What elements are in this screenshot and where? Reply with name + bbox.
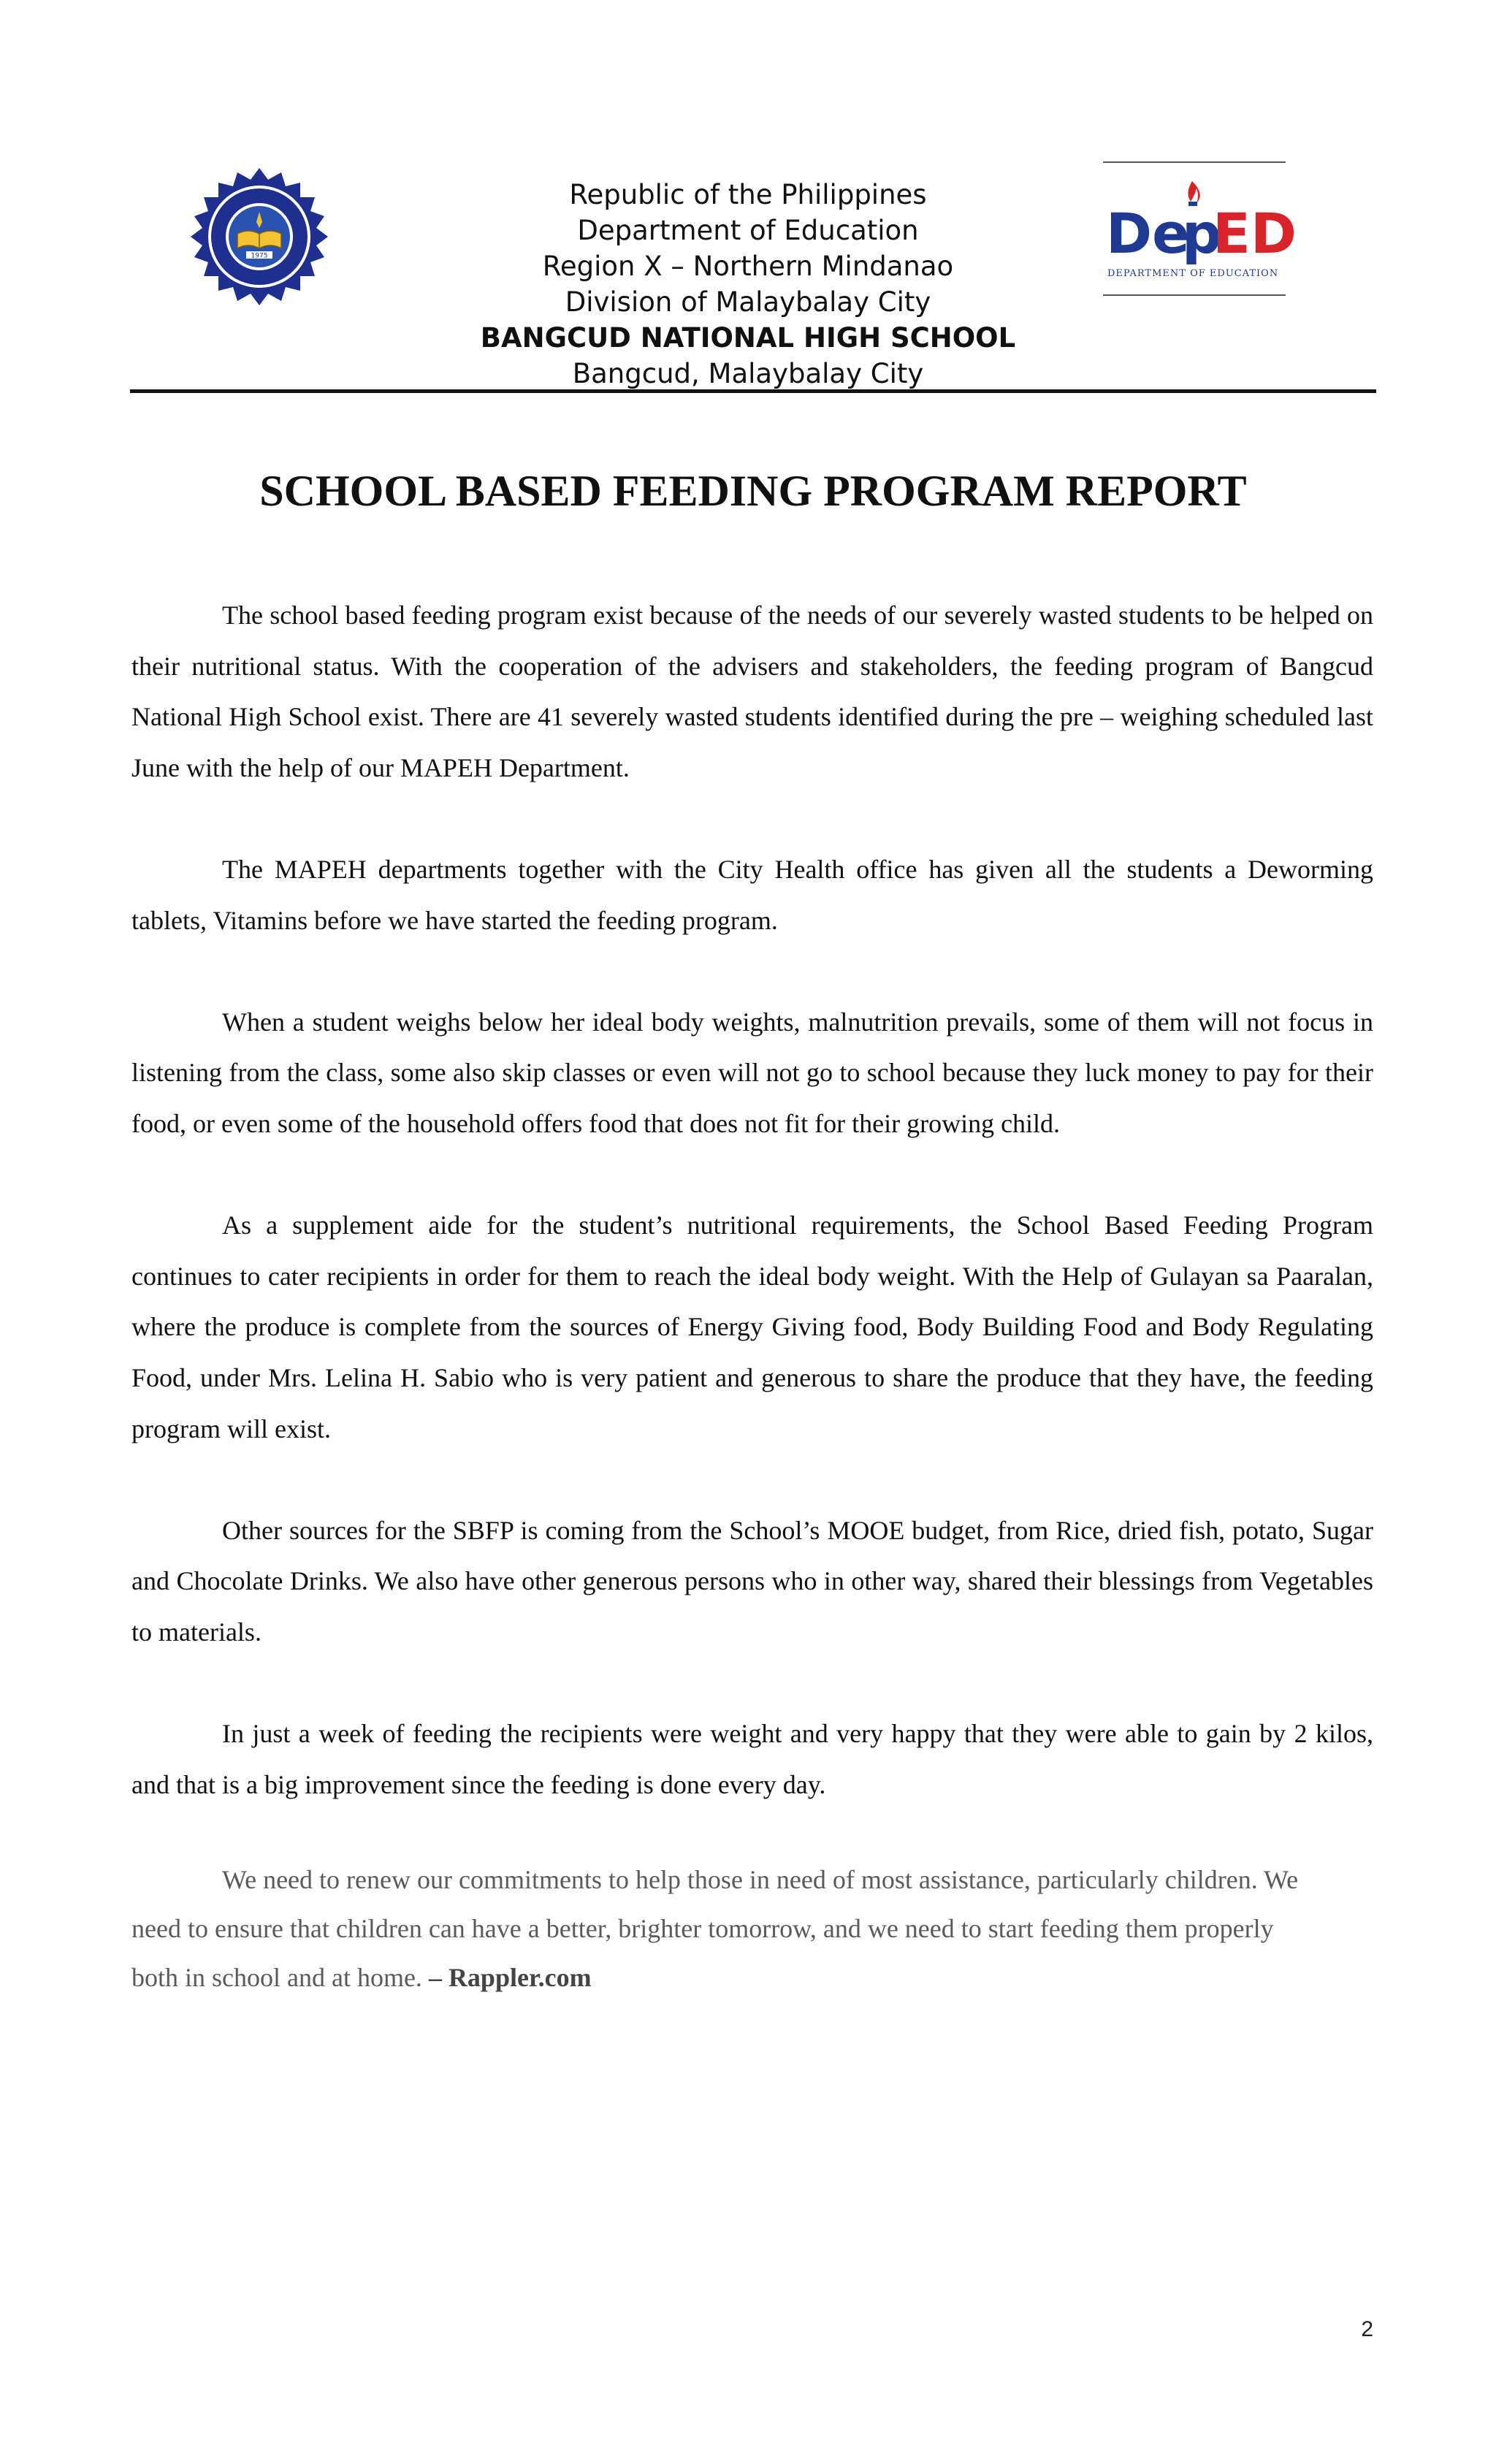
letterhead <box>409 177 1087 392</box>
quote-text: We need to renew our commitments to help those in need of most assistance, particularly children. We need to ensure that children can have a better, brighter tomorrow, and we need to start feeding them properly both in school and at home. <box>131 1864 1299 1992</box>
header-line-republic: Republic of the Philippines <box>569 179 927 210</box>
school-seal-logo <box>186 167 332 313</box>
header-line-division: Division of Malaybalay City <box>565 286 931 318</box>
paragraph-results: In just a week of feeding the recipients were weight and very happy that they were able to gain by 2 kilos, and that is a big improvement since the feeding is done every day. <box>131 1719 1373 1799</box>
page-number: 2 <box>1361 2317 1373 2341</box>
deped-logo <box>1103 159 1297 298</box>
svg-text:p: p <box>1182 201 1222 266</box>
header-divider <box>130 389 1376 393</box>
svg-text:ED: ED <box>1213 201 1297 266</box>
header-line-region: Region X – Northern Mindanao <box>542 251 954 282</box>
header-line-school-name: BANGCUD NATIONAL HIGH SCHOOL <box>480 322 1016 354</box>
report-title: SCHOOL BASED FEEDING PROGRAM REPORT <box>259 467 1247 515</box>
quote-source: – Rappler.com <box>428 1962 592 1992</box>
paragraph-funding-sources: Other sources for the SBFP is coming from the School’s MOOE budget, from Rice, dried fish, potato, Sugar and Chocolate Drinks. We also have other generous persons who in other way, shared their blessings from Vegetables to materials. <box>131 1515 1373 1647</box>
closing-quote <box>131 1855 1304 2002</box>
header-line-address: Bangcud, Malaybalay City <box>572 358 924 389</box>
svg-text:DEPARTMENT OF EDUCATION: DEPARTMENT OF EDUCATION <box>1107 268 1279 279</box>
report-body <box>131 590 1373 2002</box>
svg-text:De: De <box>1106 201 1190 266</box>
paragraph-deworming: The MAPEH departments together with the City Health office has given all the students a Deworming tablets, Vitamins before we have started the feeding program. <box>131 854 1373 935</box>
paragraph-program-purpose: The school based feeding program exist because of the needs of our severely wasted students to be helped on their nutritional status. With the cooperation of the advisers and stakeholders, the feeding program of Bangcud National High School exist. There are 41 severely wasted students identified during the pre – weighing scheduled last June with the help of our MAPEH Department. <box>131 600 1373 782</box>
school-seal-year: 1975 <box>251 252 268 260</box>
paragraph-malnutrition: When a student weighs below her ideal body weights, malnutrition prevails, some of them will not focus in listening from the class, some also skip classes or even will not go to school because they luck money to pay for their food, or even some of the household offers food that does not fit for their growing child. <box>131 1007 1373 1138</box>
header-line-department: Department of Education <box>577 215 919 246</box>
paragraph-supplement: As a supplement aide for the student’s nutritional requirements, the School Based Feeding Program continues to cater recipients in order for them to reach the ideal body weight. With the Help of Gulayan sa Paaralan, where the produce is complete from the sources of Energy Giving food, Body Building Food and Body Regulating Food, under Mrs. Lelina H. Sabio who is very patient and generous to share the produce that they have, the feeding program will exist. <box>131 1210 1373 1443</box>
